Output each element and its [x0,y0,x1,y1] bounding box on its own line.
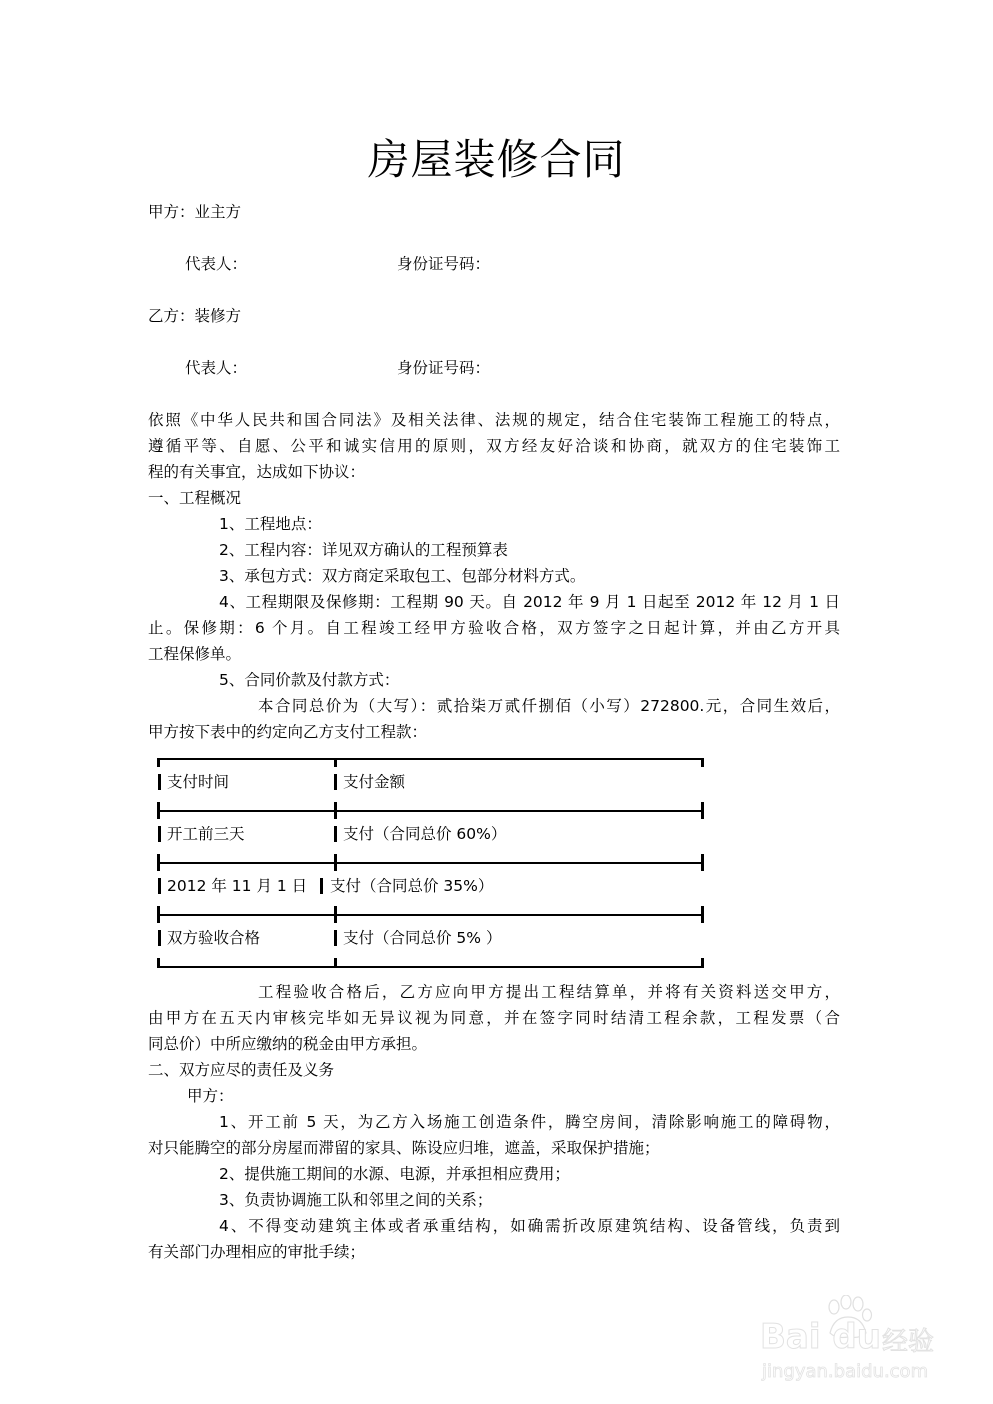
table-tick [701,906,704,923]
duty-1-line-2: 对只能腾空的部分房屋而滞留的家具、陈设应归堆，遮盖，采取保护措施； [148,1139,660,1157]
cell-bar [334,930,337,946]
cell-bar [158,774,161,790]
cell-bar [158,878,161,894]
watermark-cn-text: 经验 [882,1327,935,1357]
table-tick [701,802,704,819]
table-rule [157,966,704,968]
table-header-amount: 支付金额 [343,773,406,791]
party-b-label: 乙方：装修方 [148,307,242,325]
table-tick [334,802,337,819]
table-tick [157,906,160,923]
duty-4-line-2: 有关部门办理相应的审批手续； [148,1243,366,1261]
table-tick [157,854,160,871]
table-header-time: 支付时间 [167,773,230,791]
watermark-logo-text: Bai du [760,1317,881,1357]
duty-2: 2、提供施工期间的水源、电源，并承担相应费用； [219,1165,570,1183]
preamble-line-3: 程的有关事宜，达成如下协议： [148,463,366,481]
section-1-item-4-line-1: 4、工程期限及保修期：工程期 90 天。自 2012 年 9 月 1 日起至 2012 年 12 月 1 日 [219,593,840,611]
price-line-2: 甲方按下表中的约定向乙方支付工程款： [148,723,428,741]
section-2-party-a-label: 甲方： [187,1087,234,1105]
party-b-rep-label: 代表人： [185,359,248,377]
duty-4-line-1: 4、不得变动建筑主体或者承重结构，如确需折改原建筑结构、设备管线，负责到 [219,1217,840,1235]
table-rule [157,810,704,812]
document-title: 房屋装修合同 [367,135,626,184]
section-1-item-5: 5、合同价款及付款方式： [219,671,400,689]
table-tick [334,906,337,923]
table-row-2-time: 2012 年 11 月 1 日 [167,877,308,895]
section-1-item-2: 2、工程内容：详见双方确认的工程预算表 [219,541,508,559]
table-row-3-time: 双方验收合格 [167,929,261,947]
cell-bar [320,878,323,894]
table-tick [157,958,160,968]
party-a-label: 甲方：业主方 [148,203,242,221]
baidu-jingyan-watermark [760,1295,960,1385]
section-2-heading: 二、双方应尽的责任及义务 [148,1061,335,1079]
section-1-heading: 一、工程概况 [148,489,242,507]
cell-bar [334,774,337,790]
table-row-1-time: 开工前三天 [167,825,245,843]
table-tick [334,958,337,968]
table-row-1-amount: 支付（合同总价 60%） [343,825,507,843]
price-line-1: 本合同总价为（大写）：贰拾柒万贰仟捌佰（小写）272800.元，合同生效后， [258,697,840,715]
settlement-line-3: 同总价）中所应缴纳的税金由甲方承担。 [148,1035,428,1053]
cell-bar [334,826,337,842]
duty-3: 3、负责协调施工队和邻里之间的关系； [219,1191,493,1209]
party-a-rep-label: 代表人： [185,255,248,273]
table-rule [157,914,704,916]
table-tick [334,758,337,767]
table-tick [701,854,704,871]
settlement-line-2: 由甲方在五天内审核完毕如无异议视为同意，并在签字同时结清工程余款，工程发票（合 [148,1009,840,1027]
table-row-3-amount: 支付（合同总价 5% ） [343,929,502,947]
cell-bar [158,826,161,842]
table-tick [701,958,704,968]
preamble-line-2: 遵循平等、自愿、公平和诚实信用的原则，双方经友好洽谈和协商，就双方的住宅装饰工 [148,437,840,455]
preamble-line-1: 依照《中华人民共和国合同法》及相关法律、法规的规定，结合住宅装饰工程施工的特点， [148,411,840,429]
watermark-url: jingyan.baidu.com [762,1361,929,1382]
party-b-id-label: 身份证号码： [397,359,491,377]
section-1-item-1: 1、工程地点： [219,515,322,533]
cell-bar [158,930,161,946]
table-tick [157,758,160,767]
table-rule [157,862,704,864]
table-tick [157,802,160,819]
table-row-2-amount: 支付（合同总价 35%） [330,877,494,895]
section-1-item-4-line-2: 止。保修期：6 个月。自工程竣工经甲方验收合格，双方签字之日起计算，并由乙方开具 [148,619,840,637]
duty-1-line-1: 1、开工前 5 天，为乙方入场施工创造条件，腾空房间，清除影响施工的障碍物， [219,1113,840,1131]
party-a-id-label: 身份证号码： [397,255,491,273]
settlement-line-1: 工程验收合格后，乙方应向甲方提出工程结算单，并将有关资料送交甲方， [258,983,840,1001]
section-1-item-4-line-3: 工程保修单。 [148,645,242,663]
table-tick [334,854,337,871]
section-1-item-3: 3、承包方式：双方商定采取包工、包部分材料方式。 [219,567,586,585]
table-rule [157,758,704,760]
table-tick [701,758,704,767]
